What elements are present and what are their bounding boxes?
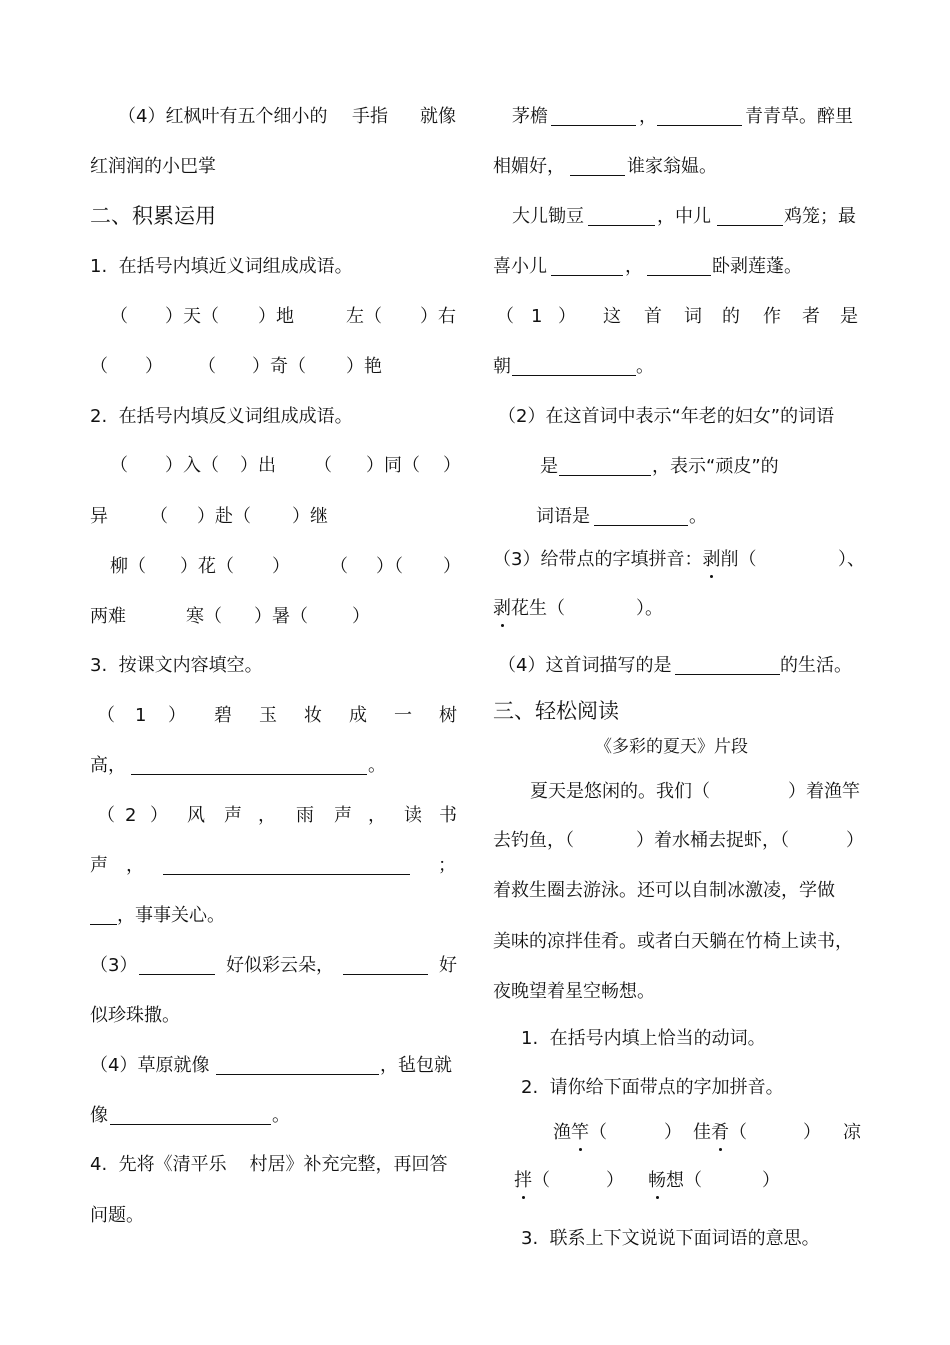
q3-2-char: 读 [404,805,422,826]
poem-q1-char: 的 [722,306,740,327]
dotted-char-yao: 肴 [711,1122,729,1143]
item4-label: （4）红枫叶有五个细小的 [118,106,328,127]
q3-3-hao: 好 [439,955,457,976]
q3-4-xiang: 像 [90,1105,108,1126]
poem-q1-char: 者 [802,306,820,327]
q1-text-you: ）右 [420,306,456,327]
pinyin-liang: 凉 [843,1122,861,1143]
q3-1-char: 妆 [304,705,322,726]
q3-1-period: 。 [368,755,386,776]
poem-q4-answer-blank[interactable] [675,656,780,675]
q4-prompt: 4. 先将《清平乐 村居》补充完整，再回答 [90,1154,448,1175]
q4-prompt-line2: 问题。 [90,1205,144,1226]
q3-1-char: （ [97,705,115,726]
q3-3-label: （3） [90,955,138,976]
q3-3-answer-blank-2[interactable] [343,956,428,975]
poem-blank-1[interactable] [551,107,636,126]
q2-blank-close-5: ） [443,556,461,577]
q3-2-char: 书 [439,805,457,826]
poem-blank-3[interactable] [570,157,625,176]
pinyin-open: （ [532,1170,550,1191]
reading-line4: 美味的凉拌佳肴。或者白天躺在竹椅上读书， [493,931,853,952]
reading-line5: 夜晚望着星空畅想。 [493,981,655,1002]
poem-line1-a: 茅檐 [512,106,548,127]
reading-q2: 2. 请你给下面带点的字加拼音。 [521,1077,784,1098]
poem-q2-mid: ，表示“顽皮”的 [652,456,779,477]
q1-text-qi: ）奇（ [252,356,306,377]
item4-word-2: 就像 [420,106,456,127]
poem-q3-close-1: ）、 [838,549,865,570]
q2-text-ji: ）继 [292,506,328,527]
q2-text-liu: 柳（ [110,556,146,577]
reading-q3: 3. 联系上下文说说下面词语的意思。 [521,1228,820,1249]
reading-line2-c: ） [846,830,864,851]
q2-blank-mid-5: ）（ [376,556,403,577]
pinyin-text: 想（ [666,1170,702,1191]
poem-blank-6[interactable] [551,257,623,276]
pinyin-text: 渔 [553,1122,571,1143]
reading-line3: 着救生圈去游泳。还可以自制冰激凌，学做 [493,880,835,901]
q3-1-char: ） [168,705,186,726]
reading-line1-a: 夏天是悠闲的。我们（ [530,781,710,802]
q3-2-char: 声 [334,805,352,826]
q3-2-end: ，事事关心。 [117,905,225,926]
pinyin-open: （ [589,1122,607,1143]
dotted-char-bao: 剥 [493,598,511,619]
dotted-char-bo: 剥 [702,549,721,570]
q3-2-answer-blank-1[interactable] [163,856,410,875]
q2-text-tong: ）同（ [366,455,420,476]
q3-1-char: 成 [349,705,367,726]
q1-text-tian: ）天（ [165,306,219,327]
poem-line3-c: 鸡笼；最 [784,206,856,227]
q3-1-char: 1 [135,705,147,726]
poem-q3-line2 [493,598,565,620]
poem-line4-c: 卧剥莲蓬。 [712,256,802,277]
poem-q1-char: 作 [763,306,781,327]
poem-q2-answer-blank-1[interactable] [559,457,651,476]
q3-2-answer-blank-2[interactable] [90,906,117,925]
poem-q1-char: （ [496,306,514,327]
q3-1-line2: 高， [90,755,126,776]
poem-q1-char: ） [558,306,576,327]
q2-text-fu: ）赴（ [197,506,251,527]
dotted-char-ban: 拌 [514,1170,532,1191]
poem-line3-a: 大儿锄豆 [512,206,584,227]
poem-q1-chao: 朝 [493,356,511,377]
poem-q1-char: 词 [684,306,702,327]
poem-q1-answer-blank[interactable] [512,357,636,376]
q3-1-answer-blank[interactable] [131,756,367,775]
q2-blank-open-5: （ [330,556,348,577]
poem-blank-2[interactable] [657,107,742,126]
poem-q1-char: 这 [603,306,621,327]
item4-line2: 红润润的小巴掌 [90,156,216,177]
q3-3-line2: 似珍珠撒。 [90,1005,180,1026]
q3-1-char: 玉 [259,705,277,726]
pinyin-item-yugan [553,1122,607,1144]
item4-word-1: 手指 [352,106,388,127]
q3-4-period: 。 [272,1105,290,1126]
q3-2-char: 雨 [296,805,314,826]
q3-4-answer-blank-2[interactable] [110,1106,271,1125]
q1-text-di: ）地 [258,306,294,327]
poem-line2-a: 相媚好， [493,156,565,177]
poem-q3-close-2: ）。 [636,598,663,619]
poem-line3-b: ，中儿 [657,206,711,227]
poem-blank-4[interactable] [588,207,655,226]
q3-2-sheng: 声 [90,855,108,876]
reading-line1-b: ）着渔竿 [788,781,860,802]
poem-q3-label: （3）给带点的字填拼音： [493,549,703,570]
pinyin-open: （ [729,1122,747,1143]
pinyin-item-jiayao [693,1122,747,1144]
q1-prompt: 1. 在括号内填近义词组成成语。 [90,256,353,277]
poem-q2-ciyu: 词语是 [536,506,590,527]
q2-text-hua: ）花（ [180,556,234,577]
q1-blank-close-2: ） [145,356,163,377]
q2-blank-close-2: ） [443,455,461,476]
poem-q3-xue: 削（ [720,549,757,570]
reading-q1: 1. 在括号内填上恰当的动词。 [521,1028,766,1049]
poem-q2-prompt: （2）在这首词中表示“年老的妇女”的词语 [498,406,835,427]
q3-1-char: 树 [439,705,457,726]
q3-2-char: ， [258,805,276,826]
poem-q3-prompt [493,549,756,571]
poem-q4-end: 的生活。 [780,655,852,676]
q2-blank-open-1: （ [110,455,128,476]
q2-text-shu: ）暑（ [254,606,308,627]
q3-4-text: ，毡包就 [380,1055,452,1076]
q3-4-label: （4）草原就像 [90,1055,210,1076]
q2-blank-close-4: ） [272,556,290,577]
q3-1-char: 一 [394,705,412,726]
pinyin-close-2: ） [803,1122,821,1143]
pinyin-close-3: ） [606,1170,624,1191]
poem-line1-b: ， [639,106,657,127]
q1-blank-open-3: （ [198,356,216,377]
q3-2-char: 2 [125,805,137,826]
pinyin-close-1: ） [664,1122,682,1143]
dotted-char-chang: 畅 [648,1170,666,1191]
pinyin-item-ban [514,1170,550,1192]
q1-blank-open-1: （ [110,306,128,327]
q3-2-char: ， [368,805,386,826]
q1-blank-open-2: （ [90,356,108,377]
q1-text-yan: ）艳 [346,356,382,377]
q2-text-liangnan: 两难 [90,606,126,627]
poem-q2-answer-blank-2[interactable] [594,507,688,526]
poem-line4-b: ， [625,256,643,277]
poem-q1-period: 。 [636,356,654,377]
poem-q1-char: 是 [840,306,858,327]
q3-2-char: （ [97,805,115,826]
q3-prompt: 3. 按课文内容填空。 [90,655,263,676]
poem-q2-shi: 是 [540,456,558,477]
reading-line2-b: ）着水桶去捉虾，（ [636,830,789,851]
poem-line4-a: 喜小儿 [493,256,547,277]
q2-prompt: 2. 在括号内填反义词组成成语。 [90,406,353,427]
q2-blank-close-6: ） [352,606,370,627]
dotted-char-gan: 竿 [571,1122,589,1143]
poem-blank-7[interactable] [647,257,711,276]
q2-blank-open-2: （ [314,455,332,476]
q3-2-char: 声 [224,805,242,826]
section2-title: 二、积累运用 [90,204,216,228]
section3-title: 三、轻松阅读 [493,699,619,723]
q3-2-comma: ， [126,855,144,876]
q2-text-han: 寒（ [186,606,222,627]
q2-blank-open-3: （ [150,506,168,527]
q3-3-text: 好似彩云朵， [226,955,334,976]
q2-text-yi: 异 [90,506,108,527]
reading-line2-a: 去钓鱼，（ [493,830,574,851]
q1-text-zuo: 左（ [346,306,382,327]
q3-2-semicolon: ； [438,855,456,876]
pinyin-close-4: ） [762,1170,780,1191]
q2-text-chu: ）出 [240,455,276,476]
poem-q3-huasheng: 花生（ [511,598,565,619]
poem-line2-b: 谁家翁媪。 [627,156,717,177]
q3-4-answer-blank-1[interactable] [216,1056,379,1075]
q3-2-char: ） [150,805,168,826]
poem-line1-c: 青青草。醉里 [745,106,853,127]
poem-blank-5[interactable] [717,207,783,226]
poem-q1-char: 首 [644,306,662,327]
q3-3-answer-blank-1[interactable] [139,956,215,975]
q2-text-ru: ）入（ [165,455,219,476]
pinyin-text: 佳 [693,1122,711,1143]
pinyin-item-changxiang [648,1170,702,1192]
q3-2-char: 风 [187,805,205,826]
poem-q1-char: 1 [531,306,543,327]
poem-q4-prompt: （4）这首词描写的是 [498,655,672,676]
q3-1-char: 碧 [214,705,232,726]
reading-title: 《多彩的夏天》片段 [595,737,748,757]
poem-q2-period: 。 [689,506,707,527]
